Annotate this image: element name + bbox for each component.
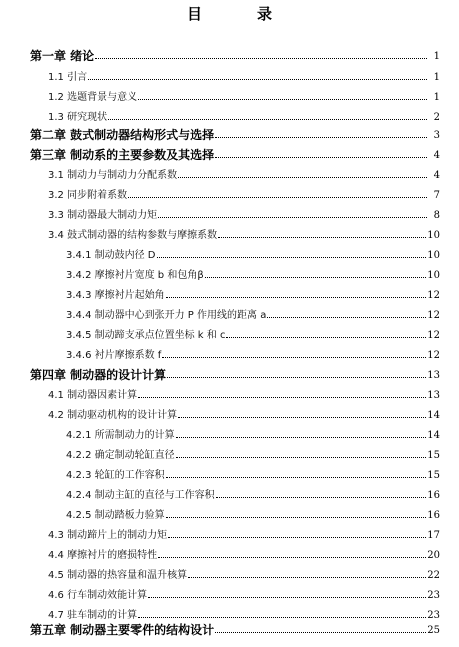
dot-leader [205,277,427,278]
toc-entry-label: 第五章 制动器主要零件的结构设计 [30,623,215,637]
toc-page-number: 1 [433,72,440,83]
toc-page-number: 23 [427,590,440,601]
toc-entry-label: 1.1 引言 [48,72,88,83]
dot-leader [138,99,427,100]
toc-page-number: 7 [433,190,440,201]
dot-leader [138,397,426,398]
toc-page-number: 16 [427,510,440,521]
toc-entry-label: 3.4.3 摩擦衬片起始角 [66,290,165,301]
dot-leader [215,137,427,138]
toc-entry-label: 3.3 制动器最大制动力矩 [48,210,158,221]
toc-section-entry[interactable] [48,546,440,562]
toc-section-entry[interactable] [66,246,440,262]
toc-entry-label: 4.4 摩擦衬片的磨损特性 [48,550,158,561]
toc-page-number: 2 [433,112,440,123]
toc-section-entry[interactable] [48,226,440,242]
toc-chapter-entry[interactable] [30,146,440,162]
toc-entry-label: 3.1 制动力与制动力分配系数 [48,170,178,181]
toc-entry-label: 3.4.2 摩擦衬片宽度 b 和包角β [66,270,204,281]
toc-entry-label: 4.3 制动蹄片上的制动力矩 [48,530,168,541]
toc-entry-label: 3.4 鼓式制动器的结构参数与摩擦系数 [48,230,218,241]
toc-page-number: 10 [427,230,440,241]
toc-page-number: 4 [433,150,440,161]
dot-leader [216,497,427,498]
toc-page-number: 20 [427,550,440,561]
toc-entry-label: 4.2.2 确定制动轮缸直径 [66,450,175,461]
dot-leader [138,617,426,618]
dot-leader [128,197,427,198]
toc-entry-label: 4.7 驻车制动的计算 [48,610,138,621]
dot-leader [178,177,427,178]
toc-entry-label: 第四章 制动器的设计计算 [30,368,167,382]
toc-entry-label: 3.2 同步附着系数 [48,190,128,201]
dot-leader [176,457,427,458]
toc-section-entry[interactable] [48,386,440,402]
toc-page-number: 1 [433,92,440,103]
toc-section-entry[interactable] [48,68,440,84]
toc-section-entry[interactable] [48,206,440,222]
toc-entry-label: 4.2.4 制动主缸的直径与工作容积 [66,490,215,501]
dot-leader [166,517,427,518]
dot-leader [267,317,426,318]
toc-page-number: 10 [427,270,440,281]
toc-section-entry[interactable] [66,506,440,522]
toc-entry-label: 4.2.3 轮缸的工作容积 [66,470,165,481]
toc-section-entry[interactable] [66,266,440,282]
toc-section-entry[interactable] [66,326,440,342]
toc-entry-label: 4.1 制动器因素计算 [48,390,138,401]
dot-leader [215,157,427,158]
toc-page-number: 23 [427,610,440,621]
toc-section-entry[interactable] [48,88,440,104]
toc-page-number: 12 [427,310,440,321]
toc-page-number: 3 [433,130,440,141]
toc-section-entry[interactable] [66,306,440,322]
toc-entry-label: 第一章 绪论 [30,49,95,63]
dot-leader [167,377,426,378]
dot-leader [108,119,427,120]
dot-leader [226,337,426,338]
toc-page-number: 14 [427,430,440,441]
dot-leader [218,237,426,238]
dot-leader [166,477,427,478]
toc-section-entry[interactable] [48,566,440,582]
toc-entry-label: 1.3 研究现状 [48,112,108,123]
dot-leader [176,437,427,438]
toc-page-number: 12 [427,330,440,341]
toc-section-entry[interactable] [48,186,440,202]
toc-entry-label: 3.4.6 衬片摩擦系数 f [66,350,162,361]
dot-leader [157,257,427,258]
dot-leader [188,577,426,578]
toc-section-entry[interactable] [48,108,440,124]
toc-section-entry[interactable] [48,606,440,622]
toc-section-entry[interactable] [66,286,440,302]
toc-page-number: 1 [433,51,440,62]
toc-page-number: 15 [427,450,440,461]
toc-page-number: 12 [427,350,440,361]
toc-chapter-entry[interactable] [30,621,440,637]
toc-page-number: 10 [427,250,440,261]
dot-leader [215,632,426,633]
toc-page-number: 22 [427,570,440,581]
dot-leader [168,537,426,538]
toc-section-entry[interactable] [66,346,440,362]
toc-entry-label: 3.4.4 制动器中心到张开力 P 作用线的距离 a [66,310,267,321]
toc-entry-label: 3.4.5 制动蹄支承点位置坐标 k 和 c [66,330,226,341]
toc-chapter-entry[interactable] [30,126,440,142]
toc-page-number: 8 [433,210,440,221]
toc-entry-label: 4.2.5 制动踏板力验算 [66,510,165,521]
toc-chapter-entry[interactable] [30,47,440,63]
toc-entry-label: 4.6 行车制动效能计算 [48,590,148,601]
toc-section-entry[interactable] [48,586,440,602]
toc-section-entry[interactable] [66,486,440,502]
toc-title: 目 录 [186,5,292,23]
toc-page-number: 25 [427,625,440,636]
dot-leader [95,58,427,59]
toc-page-number: 12 [427,290,440,301]
toc-page-number: 17 [427,530,440,541]
dot-leader [158,557,426,558]
toc-entry-label: 4.5 制动器的热容量和温升核算 [48,570,188,581]
dot-leader [148,597,426,598]
toc-page-number: 13 [427,390,440,401]
dot-leader [88,79,427,80]
toc-entry-label: 第三章 制动系的主要参数及其选择 [30,148,215,162]
toc-page-number: 13 [427,370,440,381]
toc-entry-label: 第二章 鼓式制动器结构形式与选择 [30,128,215,142]
dot-leader [162,357,426,358]
toc-section-entry[interactable] [66,426,440,442]
toc-section-entry[interactable] [48,406,440,422]
toc-section-entry[interactable] [66,446,440,462]
toc-entry-label: 3.4.1 制动鼓内径 D [66,250,156,261]
toc-page-number: 16 [427,490,440,501]
toc-page-number: 4 [433,170,440,181]
toc-section-entry[interactable] [66,466,440,482]
toc-entry-label: 4.2 制动驱动机构的设计计算 [48,410,178,421]
toc-chapter-entry[interactable] [30,366,440,382]
toc-section-entry[interactable] [48,166,440,182]
toc-section-entry[interactable] [48,526,440,542]
toc-page-number: 14 [427,410,440,421]
toc-page-number: 15 [427,470,440,481]
dot-leader [178,417,426,418]
toc-entry-label: 1.2 选题背景与意义 [48,92,138,103]
dot-leader [158,217,427,218]
toc-entry-label: 4.2.1 所需制动力的计算 [66,430,175,441]
dot-leader [166,297,427,298]
